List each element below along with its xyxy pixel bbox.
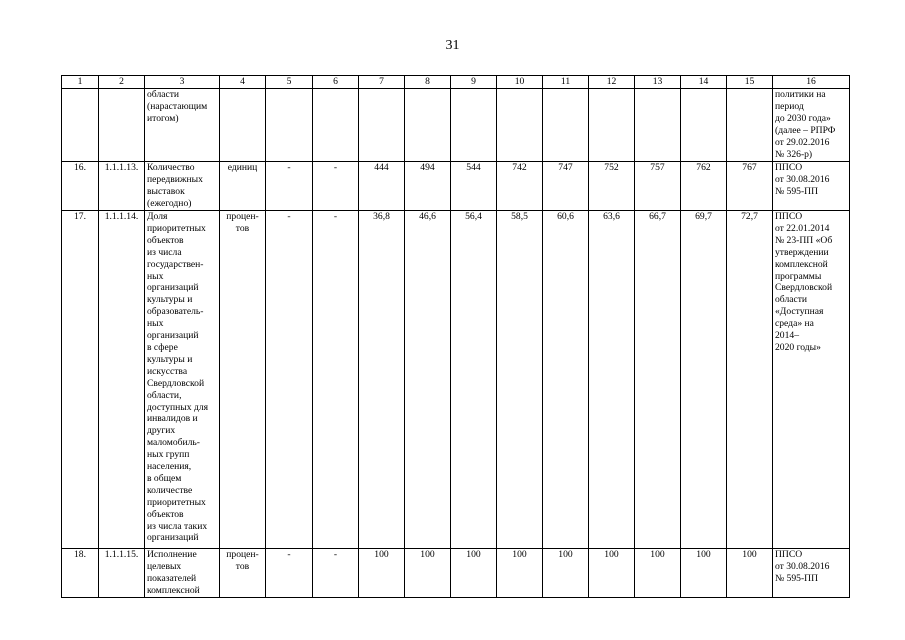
row-number: 17.	[62, 211, 99, 549]
value-col15: 72,7	[727, 211, 773, 549]
value-col5: -	[266, 162, 313, 211]
value-col14	[681, 89, 727, 162]
column-header: 14	[681, 76, 727, 89]
row-number	[62, 89, 99, 162]
column-header: 5	[266, 76, 313, 89]
value-col15: 767	[727, 162, 773, 211]
value-col13: 66,7	[635, 211, 681, 549]
value-col9: 544	[451, 162, 497, 211]
value-col13: 757	[635, 162, 681, 211]
value-col10: 58,5	[497, 211, 543, 549]
unit: процен- тов	[220, 211, 266, 549]
value-col7: 36,8	[359, 211, 405, 549]
source-document: политики на период до 2030 года» (далее – РПРФ от 29.02.2016 № 326-р)	[773, 89, 850, 162]
value-col10	[497, 89, 543, 162]
source-document: ППСО от 30.08.2016 № 595-ПП	[773, 549, 850, 598]
unit: процен- тов	[220, 549, 266, 598]
value-col7: 100	[359, 549, 405, 598]
value-col15	[727, 89, 773, 162]
value-col11: 60,6	[543, 211, 589, 549]
column-header: 7	[359, 76, 405, 89]
indicator-code: 1.1.1.13.	[99, 162, 145, 211]
value-col9	[451, 89, 497, 162]
indicator-code: 1.1.1.14.	[99, 211, 145, 549]
value-col11: 747	[543, 162, 589, 211]
column-header: 11	[543, 76, 589, 89]
column-header: 2	[99, 76, 145, 89]
value-col6: -	[313, 162, 359, 211]
row-number: 16.	[62, 162, 99, 211]
indicator-name: Доля приоритетных объектов из числа государствен- ных организаций культуры и образователь- ных организаций в сфере культуры и искусства Свердловской области, доступных для инвалидов и других маломобиль- ных групп населения, в общем количестве приоритетных объектов из числа таких организаций	[145, 211, 220, 549]
table-row	[62, 211, 850, 549]
value-col5: -	[266, 211, 313, 549]
indicator-code: 1.1.1.15.	[99, 549, 145, 598]
value-col13: 100	[635, 549, 681, 598]
table-row	[62, 89, 850, 162]
value-col8: 46,6	[405, 211, 451, 549]
indicator-code	[99, 89, 145, 162]
column-header: 16	[773, 76, 850, 89]
table-row	[62, 162, 850, 211]
value-col11: 100	[543, 549, 589, 598]
column-header: 8	[405, 76, 451, 89]
value-col6	[313, 89, 359, 162]
value-col10: 100	[497, 549, 543, 598]
value-col5: -	[266, 549, 313, 598]
column-header: 1	[62, 76, 99, 89]
unit: единиц	[220, 162, 266, 211]
value-col14: 100	[681, 549, 727, 598]
value-col10: 742	[497, 162, 543, 211]
value-col15: 100	[727, 549, 773, 598]
value-col12: 752	[589, 162, 635, 211]
column-header: 6	[313, 76, 359, 89]
value-col6: -	[313, 211, 359, 549]
indicator-name: Количество передвижных выставок (ежегодно)	[145, 162, 220, 211]
source-document: ППСО от 22.01.2014 № 23-ПП «Об утверждении комплексной программы Свердловской области «Доступная среда» на 2014– 2020 годы»	[773, 211, 850, 549]
row-number: 18.	[62, 549, 99, 598]
indicator-name: Исполнение целевых показателей комплексной	[145, 549, 220, 598]
value-col8	[405, 89, 451, 162]
value-col9: 56,4	[451, 211, 497, 549]
value-col9: 100	[451, 549, 497, 598]
value-col8: 494	[405, 162, 451, 211]
column-header: 15	[727, 76, 773, 89]
value-col7	[359, 89, 405, 162]
value-col6: -	[313, 549, 359, 598]
indicators-table	[61, 75, 850, 598]
column-header: 3	[145, 76, 220, 89]
value-col12: 100	[589, 549, 635, 598]
value-col7: 444	[359, 162, 405, 211]
table-row	[62, 549, 850, 598]
page-number: 31	[445, 38, 460, 53]
value-col14: 69,7	[681, 211, 727, 549]
value-col13	[635, 89, 681, 162]
column-header: 12	[589, 76, 635, 89]
column-number-row	[62, 76, 850, 89]
value-col5	[266, 89, 313, 162]
value-col8: 100	[405, 549, 451, 598]
column-header: 13	[635, 76, 681, 89]
column-header: 10	[497, 76, 543, 89]
value-col14: 762	[681, 162, 727, 211]
column-header: 9	[451, 76, 497, 89]
indicator-name: области (нарастающим итогом)	[145, 89, 220, 162]
value-col11	[543, 89, 589, 162]
unit	[220, 89, 266, 162]
column-header: 4	[220, 76, 266, 89]
value-col12	[589, 89, 635, 162]
value-col12: 63,6	[589, 211, 635, 549]
source-document: ППСО от 30.08.2016 № 595-ПП	[773, 162, 850, 211]
